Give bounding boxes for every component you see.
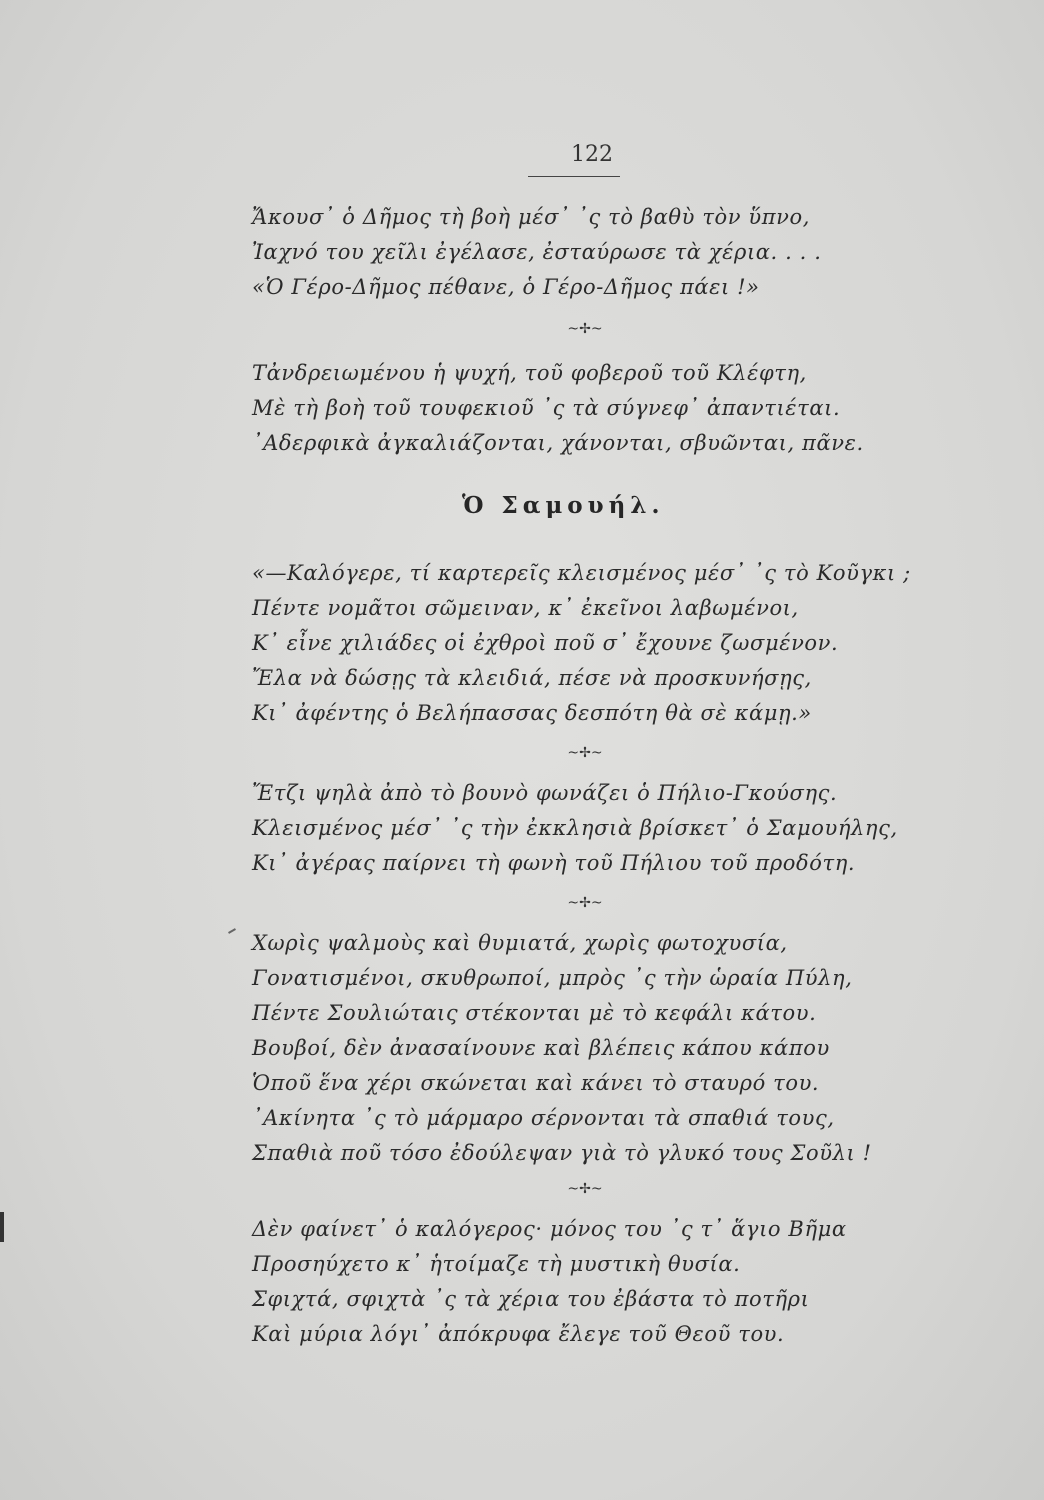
verse-line: Πέντε Σουλιώταις στέκονται μὲ τὸ κεφάλι κάτου. <box>252 1001 817 1025</box>
verse-line: Ἔλα νὰ δώσῃς τὰ κλειδιά, πέσε νὰ προσκυνήσῃς, <box>252 666 812 690</box>
verse-line: Πέντε νομᾶτοι σῶμειναν, κ᾽ ἐκεῖνοι λαβωμένοι, <box>252 596 799 620</box>
page-number-rule <box>528 176 620 177</box>
stanza-5 <box>252 926 952 1171</box>
verse-line: Ἔτζι ψηλὰ ἀπὸ τὸ βουνὸ φωνάζει ὁ Πήλιο-Γκούσης. <box>252 781 838 805</box>
verse-line: Κι᾽ ἀφέντης ὁ Βελήπασσας δεσπότη θὰ σὲ κάμῃ.» <box>252 701 812 725</box>
ornament-divider: ~✢~ <box>567 321 603 337</box>
verse-line: Τἀνδρειωμένου ἡ ψυχή, τοῦ φοβεροῦ τοῦ Κλέφτη, <box>252 361 807 385</box>
verse-line: Κ᾽ εἶνε χιλιάδες οἱ ἐχθροὶ ποῦ σ᾽ ἔχουνε ζωσμένον. <box>252 631 839 655</box>
verse-line: Βουβοί, δὲν ἀνασαίνουνε καὶ βλέπεις κάπου κάπου <box>252 1036 830 1060</box>
ornament-divider: ~✢~ <box>567 895 603 911</box>
verse-line: Μὲ τὴ βοὴ τοῦ τουφεκιοῦ ᾽ς τὰ σύγνεφ᾽ ἀπαντιέται. <box>252 396 841 420</box>
stray-ink-mark <box>228 928 236 934</box>
verse-line: Δὲν φαίνετ᾽ ὁ καλόγερος· μόνος του ᾽ς τ᾽ ἅγιο Βῆμα <box>252 1217 847 1241</box>
verse-line: Κλεισμένος μέσ᾽ ᾽ς τὴν ἐκκλησιὰ βρίσκετ᾽ ὁ Σαμουήλης, <box>252 816 898 840</box>
verse-line: Ὁποῦ ἕνα χέρι σκώνεται καὶ κάνει τὸ σταυρό του. <box>252 1071 820 1095</box>
verse-line: Κι᾽ ἀγέρας παίρνει τὴ φωνὴ τοῦ Πήλιου τοῦ προδότη. <box>252 851 856 875</box>
verse-line: «Ὁ Γέρο-Δῆμος πέθανε, ὁ Γέρο-Δῆμος πάει !» <box>252 275 760 299</box>
stanza-4 <box>252 776 952 881</box>
verse-line: Χωρὶς ψαλμοὺς καὶ θυμιατά, χωρὶς φωτοχυσία, <box>252 931 788 955</box>
stanza-3 <box>252 556 952 731</box>
stanza-1 <box>252 200 952 305</box>
stanza-6 <box>252 1212 952 1352</box>
verse-line: «—Καλόγερε, τί καρτερεῖς κλεισμένος μέσ᾽ ᾽ς τὸ Κοῦγκι ; <box>252 561 911 585</box>
verse-line: Σφιχτά, σφιχτὰ ᾽ς τὰ χέρια του ἐβάστα τὸ ποτῆρι <box>252 1287 810 1311</box>
verse-line: ᾽Ακίνητα ᾽ς τὸ μάρμαρο σέρνονται τὰ σπαθιά τους, <box>252 1106 835 1130</box>
page-number: 122 <box>571 142 613 167</box>
stanza-2 <box>252 356 952 461</box>
section-heading: Ὁ Σαμουήλ. <box>462 492 665 519</box>
verse-line: Ἄκουσ᾽ ὁ Δῆμος τὴ βοὴ μέσ᾽ ᾽ς τὸ βαθὺ τὸν ὕπνο, <box>252 205 811 229</box>
ornament-divider: ~✢~ <box>567 1181 603 1197</box>
verse-line: Γονατισμένοι, σκυθρωποί, μπρὸς ᾽ς τὴν ὡραία Πύλη, <box>252 966 853 990</box>
binding-edge-mark <box>0 1212 4 1242</box>
verse-line: ᾽Αδερφικὰ ἀγκαλιάζονται, χάνονται, σβυῶνται, πᾶνε. <box>252 431 864 455</box>
verse-line: Προσηύχετο κ᾽ ἡτοίμαζε τὴ μυστικὴ θυσία. <box>252 1252 741 1276</box>
ornament-divider: ~✢~ <box>567 745 603 761</box>
verse-line: Σπαθιὰ ποῦ τόσο ἐδούλεψαν γιὰ τὸ γλυκό τους Σοῦλι ! <box>252 1141 872 1165</box>
verse-line: Καὶ μύρια λόγι᾽ ἀπόκρυφα ἔλεγε τοῦ Θεοῦ του. <box>252 1322 785 1346</box>
verse-line: Ἰαχνό του χεῖλι ἐγέλασε, ἐσταύρωσε τὰ χέρια. . . . <box>252 240 822 264</box>
